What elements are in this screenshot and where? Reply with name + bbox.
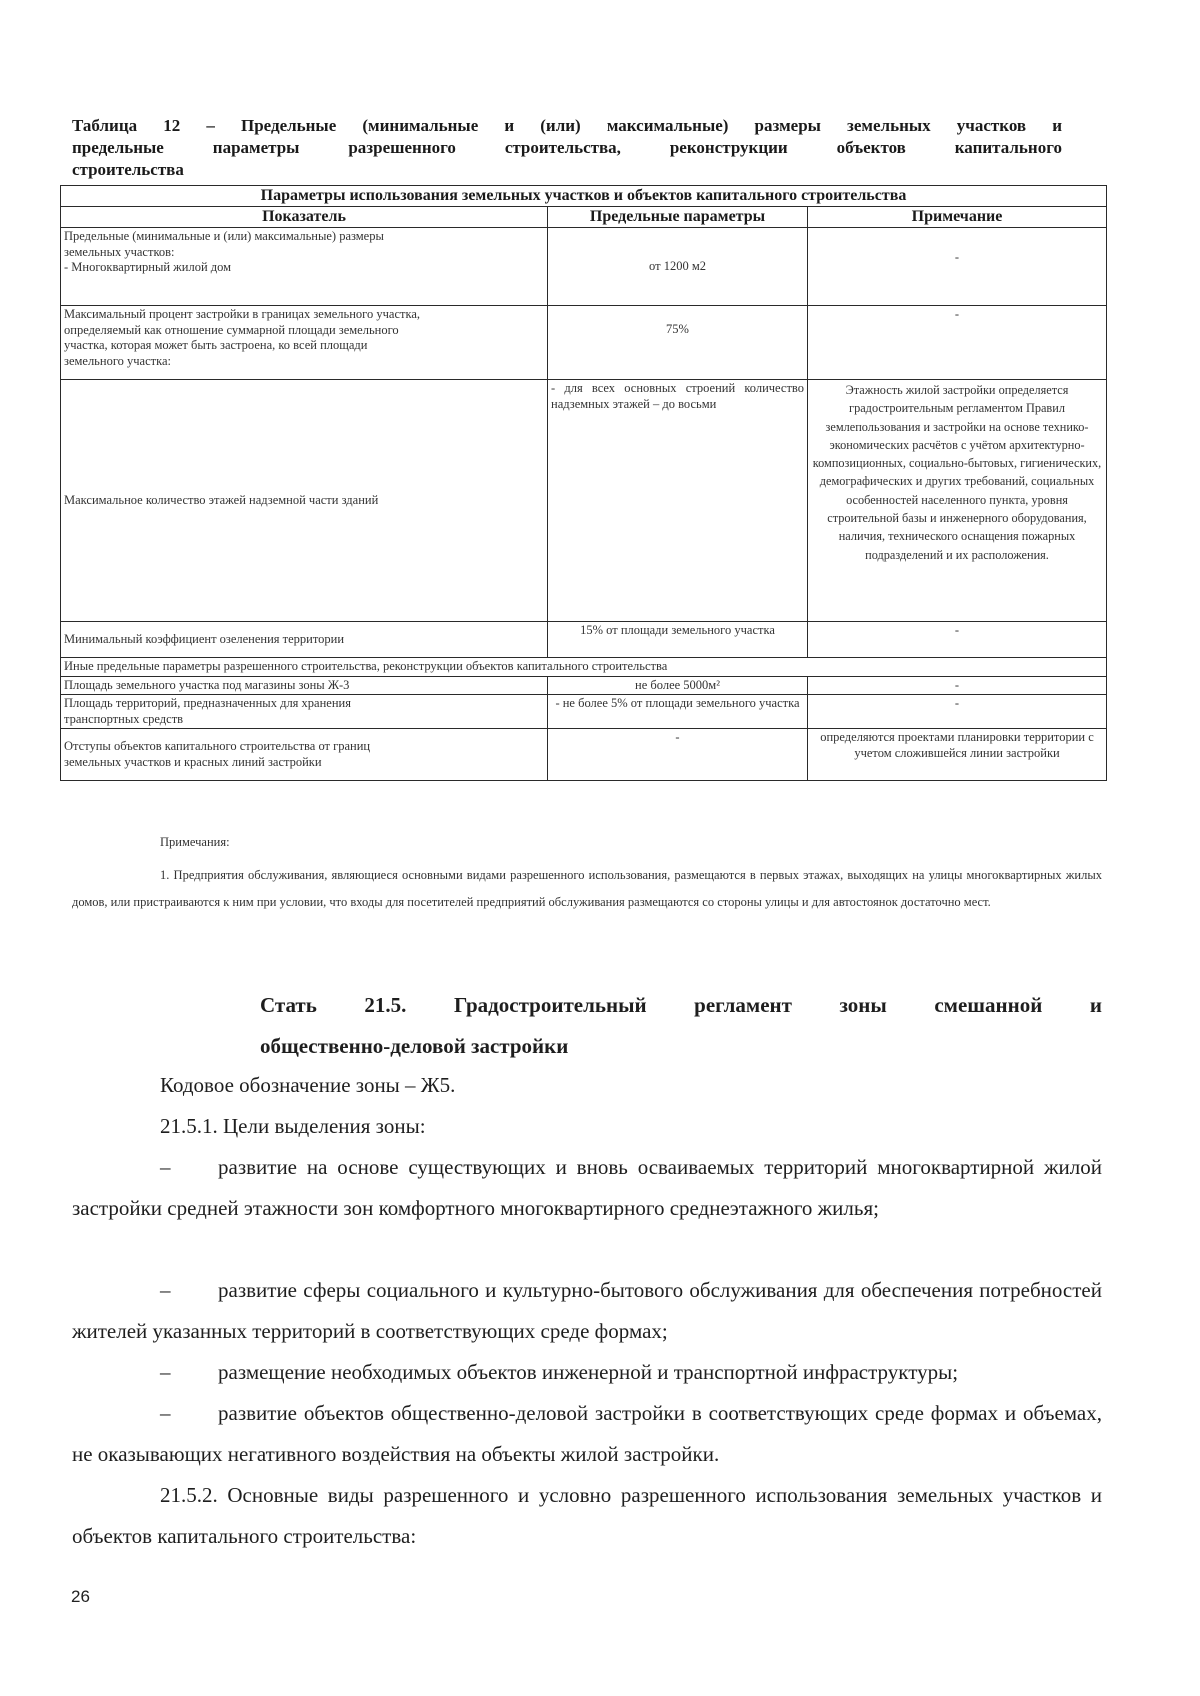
page-number: 26 <box>71 1587 90 1606</box>
indicator-cell <box>61 695 548 729</box>
table-caption <box>72 115 1062 181</box>
indicator-line: Предельные (минимальные и (или) максимальные) размеры <box>64 229 384 243</box>
goal-item <box>72 1147 1102 1229</box>
indicator-line: - Многоквартирный жилой дом <box>64 260 232 274</box>
indicator-line: земельного участка: <box>64 353 172 368</box>
table-row <box>61 622 1107 658</box>
table-header-row <box>61 207 1107 228</box>
table-title: Параметры использования земельных участков и объектов капитального строительства <box>61 186 1107 207</box>
dash-mark: – <box>160 1360 171 1384</box>
parameters-table <box>60 185 1107 781</box>
indicator-cell: Максимальное количество этажей надземной части зданий <box>61 380 548 622</box>
indicator-line: земельных участков и красных линий застройки <box>64 754 322 769</box>
table-row <box>61 729 1107 781</box>
zone-code-paragraph: Кодовое обозначение зоны – Ж5. <box>160 1073 456 1097</box>
table-title-row <box>61 186 1107 207</box>
goal-item <box>72 1352 1102 1393</box>
dash-mark: – <box>160 1278 171 1302</box>
goal-text: развитие сферы социального и культурно-бытового обслуживания для обеспечения потребностей жителей указанных территорий в соответствующих среде формах; <box>72 1278 1102 1343</box>
table-caption-line: предельные параметры разрешенного строительства, реконструкции объектов капитального <box>72 138 1062 157</box>
article-title-line: общественно-деловой застройки <box>260 1034 569 1058</box>
indicator-line: транспортных средств <box>64 711 184 726</box>
table-caption-line: строительства <box>72 160 184 179</box>
note-cell: - <box>808 695 1107 729</box>
indicator-cell <box>61 729 548 781</box>
dash-mark: – <box>160 1155 171 1179</box>
limit-cell: 75% <box>548 306 808 380</box>
goal-text: развитие объектов общественно-деловой застройки в соответствующих среде формах и объемах, не оказывающих негативного воздействия на объекты жилой застройки. <box>72 1401 1102 1466</box>
note-cell: определяются проектами планировки территории с учетом сложившейся линии застройки <box>808 729 1107 781</box>
note-cell: - <box>808 306 1107 380</box>
table-caption-line: Таблица 12 – Предельные (минимальные и (или) максимальные) размеры земельных участков и <box>72 116 1062 135</box>
table-row <box>61 228 1107 306</box>
goal-text: развитие на основе существующих и вновь осваиваемых территорий многоквартирной жилой застройки средней этажности зон комфортного многоквартирного среднеэтажного жилья; <box>72 1155 1102 1220</box>
limit-cell: от 1200 м2 <box>548 228 808 306</box>
indicator-line: Площадь территорий, предназначенных для хранения <box>64 696 351 710</box>
table-row <box>61 676 1107 695</box>
article-title-line: Стать 21.5. Градостроительный регламент зоны смешанной и <box>260 993 1102 1017</box>
limit-cell: - не более 5% от площади земельного участка <box>548 695 808 729</box>
indicator-cell <box>61 306 548 380</box>
indicator-cell <box>61 228 548 306</box>
column-header: Показатель <box>61 207 548 228</box>
table-row <box>61 306 1107 380</box>
limit-cell: не более 5000м² <box>548 676 808 695</box>
indicator-line: земельных участков: <box>64 244 175 259</box>
goal-item <box>72 1270 1102 1352</box>
indicator-line: участка, которая может быть застроена, ко всей площади <box>64 338 368 352</box>
table-row <box>61 695 1107 729</box>
indicator-line: определяемый как отношение суммарной площади земельного <box>64 322 399 337</box>
note-cell: - <box>808 228 1107 306</box>
limit-cell: - <box>548 729 808 781</box>
table-row <box>61 380 1107 622</box>
notes-body: 1. Предприятия обслуживания, являющиеся основными видами разрешенного использования, размещаются в первых этажах, выходящих на улицы многоквартирных жилых домов, или пристраиваются к ним при условии, что входы для посетителей предприятий обслуживания размещаются со стороны улицы и для автостоянок достаточно мест. <box>72 868 1102 909</box>
table-span-row <box>61 658 1107 677</box>
span-row-cell: Иные предельные параметры разрешенного строительства, реконструкции объектов капитального строительства <box>61 658 1107 677</box>
limit-cell: 15% от площади земельного участка <box>548 622 808 658</box>
section-paragraph: 21.5.2. Основные виды разрешенного и условно разрешенного использования земельных участков и объектов капитального строительства: <box>72 1483 1102 1548</box>
goal-text: размещение необходимых объектов инженерной и транспортной инфраструктуры; <box>218 1360 959 1384</box>
indicator-cell: Площадь земельного участка под магазины зоны Ж-3 <box>61 676 548 695</box>
indicator-line: Максимальный процент застройки в границах земельного участка, <box>64 307 421 321</box>
limit-cell: - для всех основных строений количество надземных этажей – до восьми <box>548 380 808 622</box>
note-cell: - <box>808 622 1107 658</box>
goals-heading: 21.5.1. Цели выделения зоны: <box>160 1114 426 1138</box>
indicator-cell: Минимальный коэффициент озеленения территории <box>61 622 548 658</box>
goal-item <box>72 1393 1102 1475</box>
column-header: Предельные параметры <box>548 207 808 228</box>
column-header: Примечание <box>808 207 1107 228</box>
note-cell: Этажность жилой застройки определяется градостроительным регламентом Правил землепользования и застройки на основе технико-экономических расчётов с учётом архитектурно-композиционных, социально-бытовых, гигиенических, демографических и других требований, социальных особенностей населенного пункта, уровня строительной базы и инженерного оборудования, наличия, технического оснащения пожарных подразделений и их расположения. <box>808 380 1107 622</box>
notes-title: Примечания: <box>160 835 230 849</box>
note-cell: - <box>808 676 1107 695</box>
indicator-line: Отступы объектов капитального строительства от границ <box>64 739 371 753</box>
dash-mark: – <box>160 1401 171 1425</box>
article-title <box>260 985 1102 1067</box>
